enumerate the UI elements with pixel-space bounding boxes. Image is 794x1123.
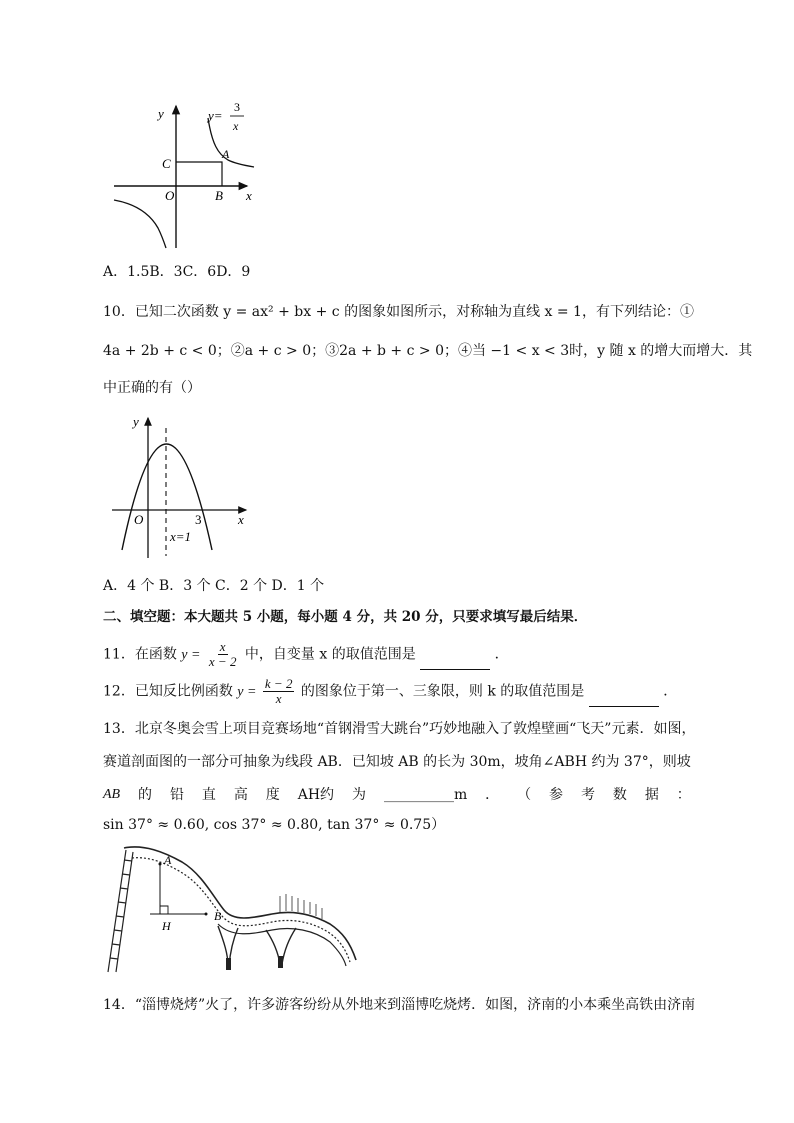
- label-b: B: [214, 909, 222, 923]
- function-denominator: x: [233, 119, 239, 133]
- origin-label: O: [165, 188, 175, 203]
- hyperbola-branch-q1: [208, 118, 254, 167]
- q13-l3-0: AB: [103, 787, 121, 802]
- q11-prefix: 11．在函数: [103, 646, 177, 663]
- point-b: [205, 913, 208, 916]
- q12-lhs: y =: [237, 684, 257, 700]
- y-label: y: [158, 106, 164, 121]
- q11-answer-blank[interactable]: [420, 641, 490, 670]
- q13-line-2: 赛道剖面图的一部分可抽象为线段 AB．已知坡 AB 的长为 30m，坡角∠ABH 约为 37°，则坡: [103, 754, 691, 770]
- q13-l3-10: （: [517, 787, 532, 803]
- q13-l3-11: 参: [549, 787, 564, 803]
- q13-line-3: [103, 785, 691, 805]
- q12-end: ．: [663, 683, 678, 700]
- point-a-label: A: [222, 147, 230, 161]
- q9-options: A．1.5B．3C．6D．9: [103, 264, 251, 280]
- hyperbola-graph: [112, 96, 272, 254]
- rectangle-cabo: [176, 162, 222, 186]
- support-pillar-1: [226, 958, 231, 970]
- parabola-curve: [122, 444, 212, 550]
- q13-l3-14: 据: [644, 787, 659, 803]
- hyperbola-branch-q3: [114, 200, 166, 248]
- q13-l3-15: ：: [676, 787, 691, 803]
- slope-hatching: [280, 894, 322, 919]
- q13-line-4: sin 37° ≈ 0.60, cos 37° ≈ 0.80, tan 37° ≈ 0.75）: [103, 817, 446, 833]
- q10-line-1: 10．已知二次函数 y = ax² + bx + c 的图象如图所示，对称轴为直线 x = 1，有下列结论：①: [103, 304, 694, 320]
- q12-denominator: x: [275, 691, 282, 706]
- tick-3-label: 3: [195, 512, 202, 527]
- right-angle-mark: [160, 906, 168, 914]
- q13-l3-5: 度: [265, 787, 280, 803]
- q13-l3-12: 考: [580, 787, 595, 803]
- q11-fraction: [207, 640, 239, 669]
- x-label: x: [238, 512, 244, 527]
- q10-line-3: 中正确的有（）: [103, 380, 201, 396]
- q14-line-1: 14．“淄博烧烤”火了，许多游客纷纷从外地来到淄博吃烧烤．如图，济南的小本乘坐高铁由济南: [103, 997, 696, 1013]
- q12-numerator: k − 2: [264, 676, 293, 691]
- origin-label: O: [134, 512, 144, 527]
- function-numerator: 3: [234, 100, 240, 114]
- function-lhs: y=: [208, 108, 223, 123]
- q11: [103, 640, 509, 670]
- parabola-graph: [108, 410, 258, 560]
- ski-tower: [108, 850, 133, 972]
- q13-l3-7: 为: [352, 787, 366, 803]
- ski-jump-figure: [102, 842, 358, 974]
- q13-l3-4: 高: [233, 787, 248, 803]
- q11-lhs: y =: [181, 647, 201, 663]
- q13-answer-blank[interactable]: __________m: [383, 787, 468, 803]
- q12-answer-blank[interactable]: [589, 678, 659, 707]
- q11-end: ．: [494, 646, 509, 663]
- q11-denominator: x − 2: [208, 654, 237, 669]
- q12: [103, 677, 677, 707]
- q13-l3-2: 铅: [169, 787, 184, 803]
- q12-prefix: 12．已知反比例函数: [103, 683, 233, 700]
- q12-fraction: [263, 677, 295, 706]
- q13-l3-9: ．: [485, 787, 500, 803]
- q13-line-1: 13．北京冬奥会雪上项目竞赛场地“首钢滑雪大跳台”巧妙地融入了敦煌壁画“飞天”元素．如图，: [103, 721, 696, 737]
- label-a: A: [164, 853, 172, 867]
- point-c-label: C: [162, 156, 171, 171]
- q13-l3-3: 直: [201, 787, 216, 803]
- q10-line-2: 4a + 2b + c < 0；②a + c > 0；③2a + b + c > 0；④当 −1 < x < 3时，y 随 x 的增大而增大．其: [103, 343, 753, 359]
- y-label: y: [133, 414, 139, 429]
- point-b-label: B: [215, 188, 223, 203]
- label-h: H: [162, 919, 171, 933]
- q12-suffix: 的图象位于第一、三象限，则 k 的取值范围是: [300, 683, 585, 700]
- slope-inner-line: [132, 858, 350, 962]
- q10-options: A．4 个 B．3 个 C．2 个 D．1 个: [103, 578, 325, 594]
- q11-suffix: 中，自变量 x 的取值范围是: [244, 646, 416, 663]
- symmetry-axis-label: x=1: [170, 529, 192, 544]
- support-pillar-2: [278, 956, 283, 968]
- q13-l3-1: 的: [138, 787, 153, 803]
- point-a: [159, 863, 162, 866]
- q13-l3-13: 数: [612, 787, 627, 803]
- q11-numerator: x: [219, 639, 226, 654]
- section-2-heading: 二、填空题：本大题共 5 小题，每小题 4 分，共 20 分，只要求填写最后结果．: [103, 609, 588, 625]
- q13-l3-6: AH约: [297, 787, 335, 803]
- x-label: x: [246, 188, 252, 203]
